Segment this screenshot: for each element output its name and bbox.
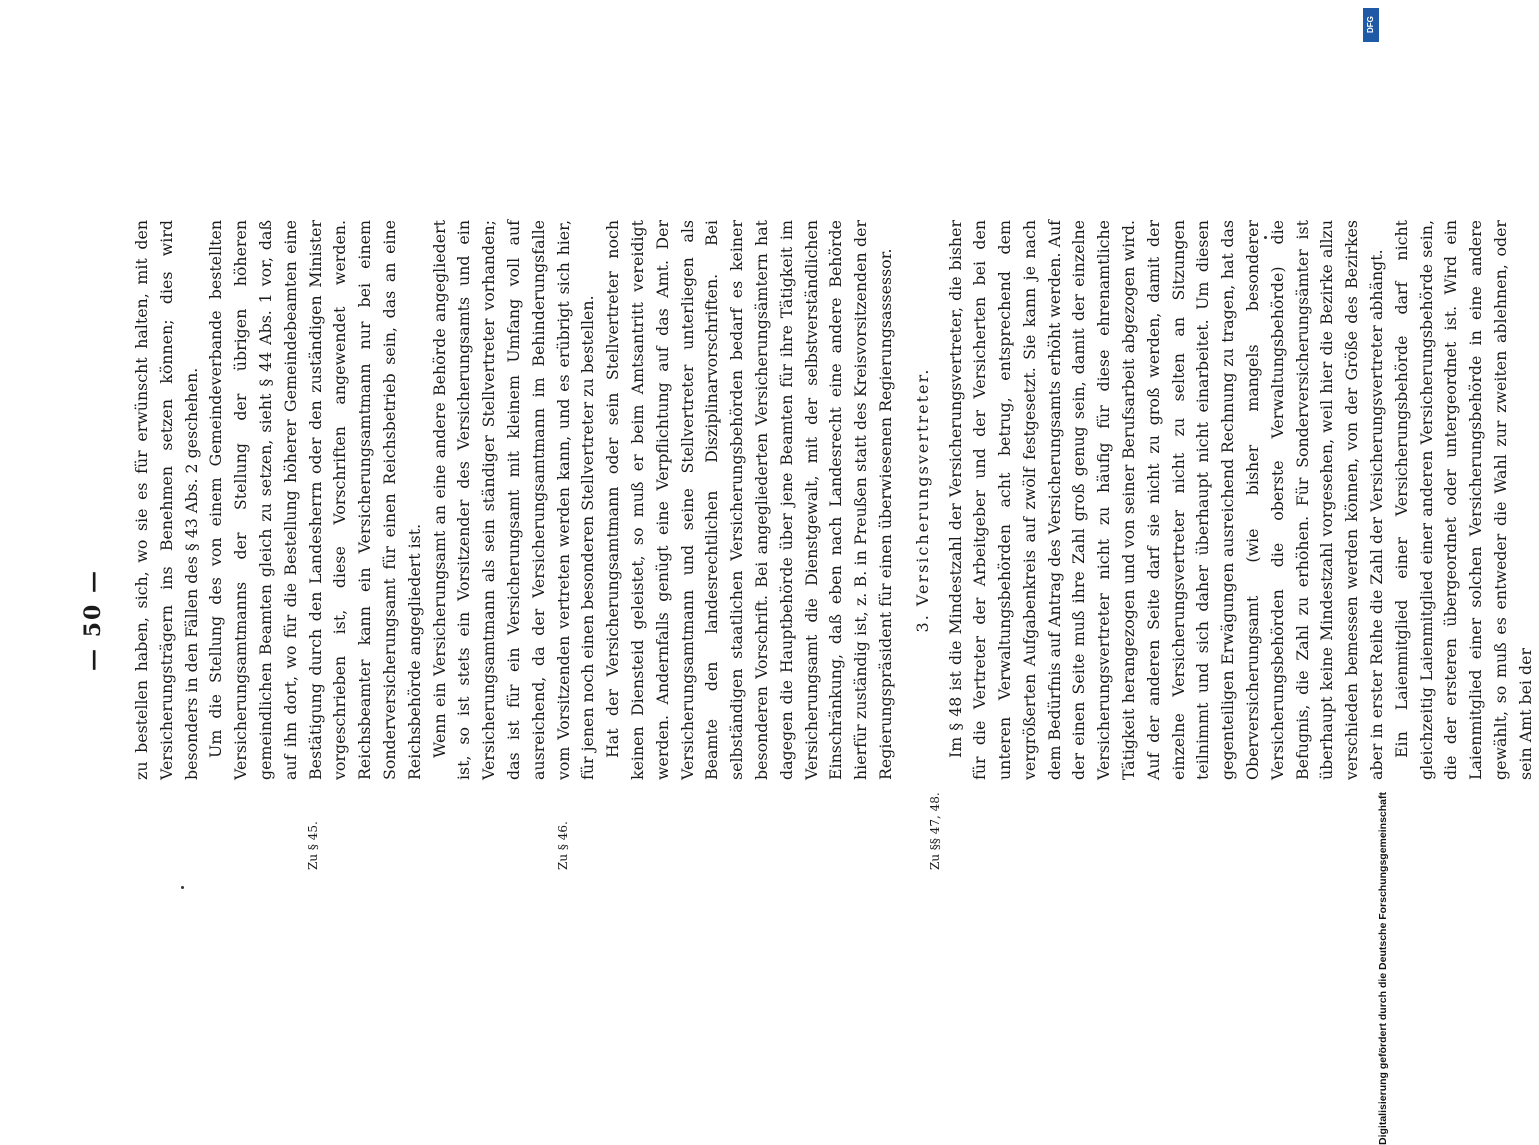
- paragraph: Ein Laienmitglied einer Versicherungsbehörde darf nicht gleichzeitig Laienmitglied einer anderen Versicherungsbehörde sein, die der ersteren übergeordnet oder untergeordnet ist. Wird ein Laienmitglied einer solchen Versicherungsbehörde in eine andere gewählt, so muß es entweder die Wahl zur zweiten ablehnen, oder sein Amt bei der: [1391, 220, 1535, 780]
- paragraph: zu bestellen haben, sich, wo sie es für erwünscht halten, mit den Versicherungsträgern ins Benehmen setzen können; dies wird besonders in den Fällen des § 43 Abs. 2 geschehen.: [132, 220, 201, 780]
- body-text: [130, 220, 1539, 780]
- section-heading: 3. Versicherungsvertreter.: [912, 367, 932, 633]
- page-number: — 50 —: [80, 569, 106, 671]
- paragraph: Wenn ein Versicherungsamt an eine andere Behörde angegliedert ist, so ist stets ein Vorsitzender des Versicherungsamts und ein Versicherungsamtmann als sein ständiger Stellvertreter vorhanden; das ist für ein Versicherungsamt mit kleinem Umfang voll auf ausreichend, da der Versicherungsamtmann im Behinderungsfalle vom Vorsitzenden vertreten werden kann, und es erübrigt sich hier, für jenen noch einen besonderen Stellvertreter zu bestellen.: [429, 220, 598, 780]
- dfg-logo-icon: DFG: [1363, 8, 1379, 42]
- credit-text: Digitalisierung gefördert durch die Deutsche Forschungsgemeinschaft: [1377, 792, 1389, 1145]
- scan-speck: [1264, 236, 1267, 239]
- scan-speck: [181, 886, 184, 889]
- margin-note-47-48: Zu §§ 47, 48.: [928, 792, 942, 870]
- paragraph: Im § 48 ist die Mindestzahl der Versicherungsvertreter, die bisher für die Vertreter der Arbeitgeber und der Versicherten bei den unteren Verwaltungsbehörden acht betrug, entsprechend dem vergrößerten Aufgabenkreis auf zwölf festgesetzt. Sie kann je nach dem Bedürfnis auf Antrag des Versicherungsamts erhöht werden. Auf der einen Seite muß ihre Zahl groß genug sein, damit der einzelne Versicherungsvertreter nicht zu häufig für diese ehrenamtliche Tätigkeit herangezogen und von seiner Berufsarbeit abgezogen wird. Auf der anderen Seite darf sie nicht zu groß werden, damit der einzelne Versicherungsvertreter nicht zu selten an Sitzungen teilnimmt und sich daher überhaupt nicht einarbeitet. Um diesen gegenteiligen Erwägungen ausreichend Rechnung zu tragen, hat das Oberversicherungsamt (wie bisher mangels besonderer Versicherungsbehörden die oberste Verwaltungsbehörde) die Befugnis, die Zahl zu erhöhen. Für Sonderversicherungsämter ist überhaupt keine Mindestzahl vorgesehen, weil hier die Bezirke allzu verschieden bemessen werden können, von der Größe des Bezirkes aber in erster Reihe die Zahl der Versicherungsvertreter abhängt.: [945, 220, 1387, 780]
- digitization-credit: [1363, 8, 1389, 1145]
- margin-note-46: Zu § 46.: [556, 821, 570, 870]
- paragraph: Hat der Versicherungsamtmann oder sein Stellvertreter noch keinen Diensteid geleistet, so muß er beim Amtsantritt vereidigt werden. Andernfalls genügt eine Verpflichtung auf das Amt. Der Versicherungsamtmann und seine Stellvertreter unterliegen als Beamte den landesrechtlichen Disziplinarvorschriften. Bei selbständigen staatlichen Versicherungsbehörden bedarf es keiner besonderen Vorschrift. Bei angegliederten Versicherungsämtern hat dagegen die Hauptbehörde über jene Beamten für ihre Tätigkeit im Versicherungsamt die Dienstgewalt, mit der selbstverständlichen Einschränkung, daß eben nach Landesrecht eine andere Behörde hierfür zuständig ist, z. B. in Preußen statt des Kreisvorsitzenden der Regierungspräsident für einen überwiesenen Regierungsassessor.: [603, 220, 895, 780]
- paragraph: Um die Stellung des von einem Gemeindeverbande bestellten Versicherungsamtmanns der Stellung der übrigen höheren gemeindlichen Beamten gleich zu setzen, sieht § 44 Abs. 1 vor, daß auf ihn dort, wo für die Bestellung höherer Gemeindebeamten eine Bestätigung durch den Landesherrn oder den zuständigen Minister vorgeschrieben ist, diese Vorschriften angewendet werden. Reichsbeamter kann ein Versicherungsamtmann nur bei einem Sonderversicherungsamt für einen Reichsbetrieb sein, das an eine Reichsbehörde angegliedert ist.: [206, 220, 424, 780]
- margin-note-45: Zu § 45.: [306, 821, 320, 870]
